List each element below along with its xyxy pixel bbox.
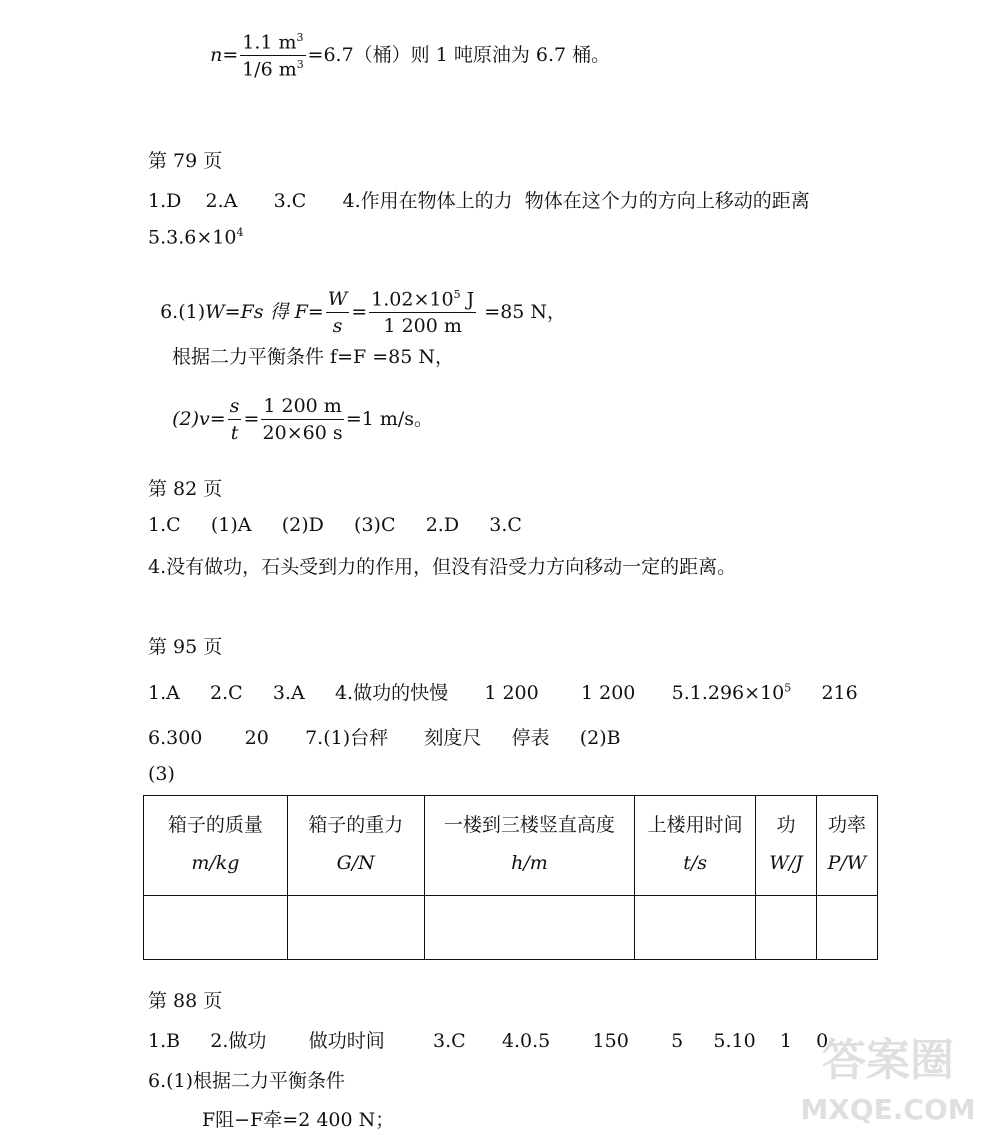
section88-title: 第 88 页: [148, 990, 223, 1012]
table-cell: [635, 896, 756, 960]
section95-line2: 6.300 20 7.(1)台秤 刻度尺 停表 (2)B: [148, 727, 621, 749]
table-cell: [144, 896, 288, 960]
section79-balance: 根据二力平衡条件 f=F =85 N，: [172, 346, 454, 368]
section88-line3: F阻−F牵=2 400 N；: [202, 1109, 395, 1131]
section95-line1: 1.A 2.C 3.A 4.做功的快慢 1 200 1 200 $5.1.296\times 10^5$ 216: [148, 681, 858, 704]
watermark-logo: [788, 1027, 988, 1127]
table-cell: [287, 896, 424, 960]
table-header-cell: 功率 P/W: [816, 796, 877, 896]
section79-q6: 6.(1)W=Fs 得 F= $\frac{W}{s}$ = $\frac{1.02\times 10^5 J}{1 200 m}$ =85 N，: [160, 288, 567, 338]
table-cell: [424, 896, 635, 960]
q6-frac-ws: $\frac{W}{s}$: [327, 288, 348, 338]
table-header-row: [144, 796, 878, 896]
q6-frac-values: $\frac{1.02\times 10^5 J}{1 200 m}$: [371, 288, 475, 338]
table-header-cell: 功 W/J: [756, 796, 817, 896]
section79-line2: $5.3.6\times 10^4$: [148, 226, 244, 249]
table-header-cell: 箱子的重力 G/N: [287, 796, 424, 896]
section82-title: 第 82 页: [148, 478, 223, 500]
formula-top-fraction: $\frac{1.1 m^3}{1/6 m^3}$: [242, 31, 304, 81]
section95-line3: (3): [148, 763, 175, 785]
section79-title: 第 79 页: [148, 150, 223, 172]
q6-2-frac-values: $\frac{1 200 m}{20\times 60 s}$: [262, 395, 343, 444]
q6-2-frac-st: $\frac{s}{t}$: [229, 395, 240, 444]
table-cell: [756, 896, 817, 960]
section88-line1: 1.B 2.做功 做功时间 3.C 4.0.5 150 5 5.10 1 0: [148, 1030, 829, 1052]
table-header-cell: 上楼用时间 t/s: [635, 796, 756, 896]
table-row: [144, 896, 878, 960]
section88-line2: 6.(1)根据二力平衡条件: [148, 1070, 346, 1092]
section79-q6-2: (2)v= $\frac{s}{t}$ = $\frac{1 200 m}{20\times 60 s}$ =1 m/s。: [172, 395, 434, 444]
svg-text:MXQE.COM: MXQE.COM: [800, 1093, 976, 1126]
table-cell: [816, 896, 877, 960]
table-header-cell: 箱子的质量 m/kg: [144, 796, 288, 896]
section79-line1: 1.D 2.A 3.C 4.作用在物体上的力 物体在这个力的方向上移动的距离: [148, 190, 810, 212]
section82-line1: 1.C (1)A (2)D (3)C 2.D 3.C: [148, 514, 522, 536]
measurement-table: [143, 795, 878, 960]
svg-text:答案圈: 答案圈: [822, 1035, 954, 1086]
formula-top-left: n=: [210, 44, 239, 67]
section82-line2: 4.没有做功，石头受到力的作用，但没有沿受力方向移动一定的距离。: [148, 556, 737, 578]
table-header-cell: 一楼到三楼竖直高度 h/m: [424, 796, 635, 896]
formula-top-rest: =6.7（桶）则 1 吨原油为 6.7 桶。: [307, 44, 611, 67]
section95-title: 第 95 页: [148, 636, 223, 658]
formula-top: [198, 10, 610, 80]
